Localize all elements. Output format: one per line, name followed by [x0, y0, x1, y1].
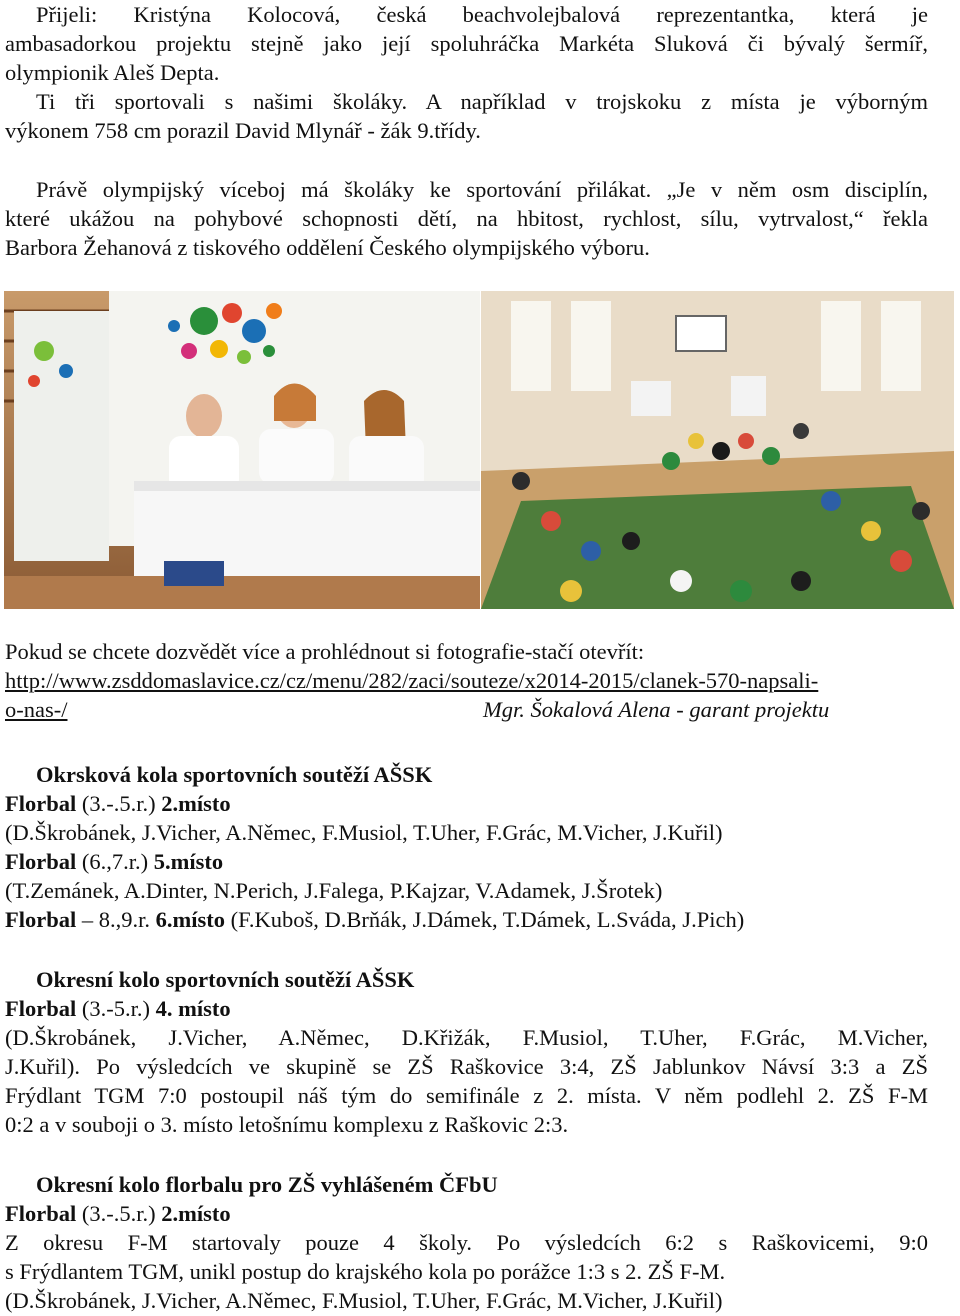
- text-line: Pokud se chcete dozvědět více a prohlédnout si fotografie-stačí otevřít:: [5, 639, 645, 664]
- section-floorball-county: [5, 1170, 928, 1315]
- intro-paragraph: [5, 0, 928, 145]
- result-row: [5, 994, 928, 1023]
- text-line: Ti tři sportovali s našimi školáky. A například v trojskoku z místa je výborným: [36, 89, 928, 114]
- sport-label: Florbal: [5, 996, 77, 1021]
- text-line: Z okresu F-M startovaly pouze 4 školy. Po výsledcích 6:2 s Raškovicemi, 9:0: [5, 1230, 928, 1255]
- grade-label: – 8.,9.r.: [76, 907, 156, 932]
- text-line: (D.Škrobánek, J.Vicher, A.Němec, D.Křižák, F.Musiol, T.Uher, F.Grác, M.Vicher,: [5, 1025, 928, 1050]
- grade-label: (3.-5.r.): [76, 996, 156, 1021]
- place-label: 2.místo: [161, 1201, 231, 1226]
- photo-ambassadors-at-table: [4, 291, 480, 609]
- text-line: Barbora Žehanová z tiskového oddělení Českého olympijského výboru.: [5, 235, 650, 260]
- result-row: [5, 1199, 928, 1228]
- text-line: Právě olympijský víceboj má školáky ke sportování přilákat. „Je v něm osm disciplín,: [36, 177, 928, 202]
- project-link-continued[interactable]: o-nas-/: [5, 697, 68, 722]
- photo-gym-activity: [481, 291, 954, 609]
- sport-label: Florbal: [5, 907, 77, 932]
- section-heading: Okrsková kola sportovních soutěží AŠSK: [36, 762, 433, 787]
- section-heading: Okresní kolo florbalu pro ZŠ vyhlášeném ČFbU: [36, 1172, 498, 1197]
- text-line: výkonem 758 cm porazil David Mlynář - žák 9.třídy.: [5, 118, 481, 143]
- result-row: [5, 789, 928, 818]
- grade-label: (6.,7.r.): [76, 849, 154, 874]
- team-names: (T.Zemánek, A.Dinter, N.Perich, J.Falega, P.Kajzar, V.Adamek, J.Šrotek): [5, 878, 663, 903]
- text-line: Frýdlant TGM 7:0 postoupil náš tým do semifinále z 2. místa. V něm podlehl 2. ZŠ F-M: [5, 1083, 928, 1108]
- place-label: 4. místo: [155, 996, 231, 1021]
- text-line: J.Kuřil). Po výsledcích ve skupině se ZŠ Raškovice 3:4, ZŠ Jablunkov Návsí 3:3 a ZŠ: [5, 1054, 928, 1079]
- sport-label: Florbal: [5, 849, 77, 874]
- sport-label: Florbal: [5, 1201, 77, 1226]
- team-names: (F.Kuboš, D.Brňák, J.Dámek, T.Dámek, L.Sváda, J.Pich): [225, 907, 745, 932]
- text-line: ambasadorkou projektu stejně jako její spoluhráčka Markéta Sluková či bývalý šermíř,: [5, 31, 928, 56]
- grade-label: (3.-.5.r.): [76, 791, 162, 816]
- section-county-round: [5, 965, 928, 1139]
- more-info: [5, 637, 928, 724]
- text-line: Přijeli: Kristýna Kolocová, česká beachvolejbalová reprezentantka, která je: [36, 2, 928, 27]
- result-row: [5, 847, 928, 876]
- place-label: 6.místo: [155, 907, 226, 932]
- place-label: 2.místo: [161, 791, 231, 816]
- text-line: 0:2 a v souboji o 3. místo letošnímu komplexu z Raškovic 2:3.: [5, 1112, 569, 1137]
- team-names: (D.Škrobánek, J.Vicher, A.Němec, F.Musiol, T.Uher, F.Grác, M.Vicher, J.Kuřil): [5, 1288, 723, 1313]
- text-line: olympionik Aleš Depta.: [5, 60, 220, 85]
- section-district-rounds: [5, 760, 928, 934]
- text-line: [5, 695, 928, 724]
- grade-label: (3.-.5.r.): [76, 1201, 162, 1226]
- project-link[interactable]: http://www.zsddomaslavice.cz/cz/menu/282/zaci/souteze/x2014-2015/clanek-570-napsali-: [5, 668, 819, 693]
- sport-label: Florbal: [5, 791, 77, 816]
- text-line: které ukážou na pohybové schopnosti dětí, na hbitost, rychlost, sílu, vytrvalost,“ řekla: [5, 206, 928, 231]
- text-line: s Frýdlantem TGM, unikl postup do krajského kola po porážce 1:3 s 2. ZŠ F-M.: [5, 1259, 726, 1284]
- section-heading: Okresní kolo sportovních soutěží AŠSK: [36, 967, 415, 992]
- quote-paragraph: [5, 175, 928, 262]
- team-names: (D.Škrobánek, J.Vicher, A.Němec, F.Musiol, T.Uher, F.Grác, M.Vicher, J.Kuřil): [5, 820, 723, 845]
- place-label: 5.místo: [153, 849, 224, 874]
- signature: Mgr. Šokalová Alena - garant projektu: [483, 697, 830, 722]
- result-row: [5, 905, 928, 934]
